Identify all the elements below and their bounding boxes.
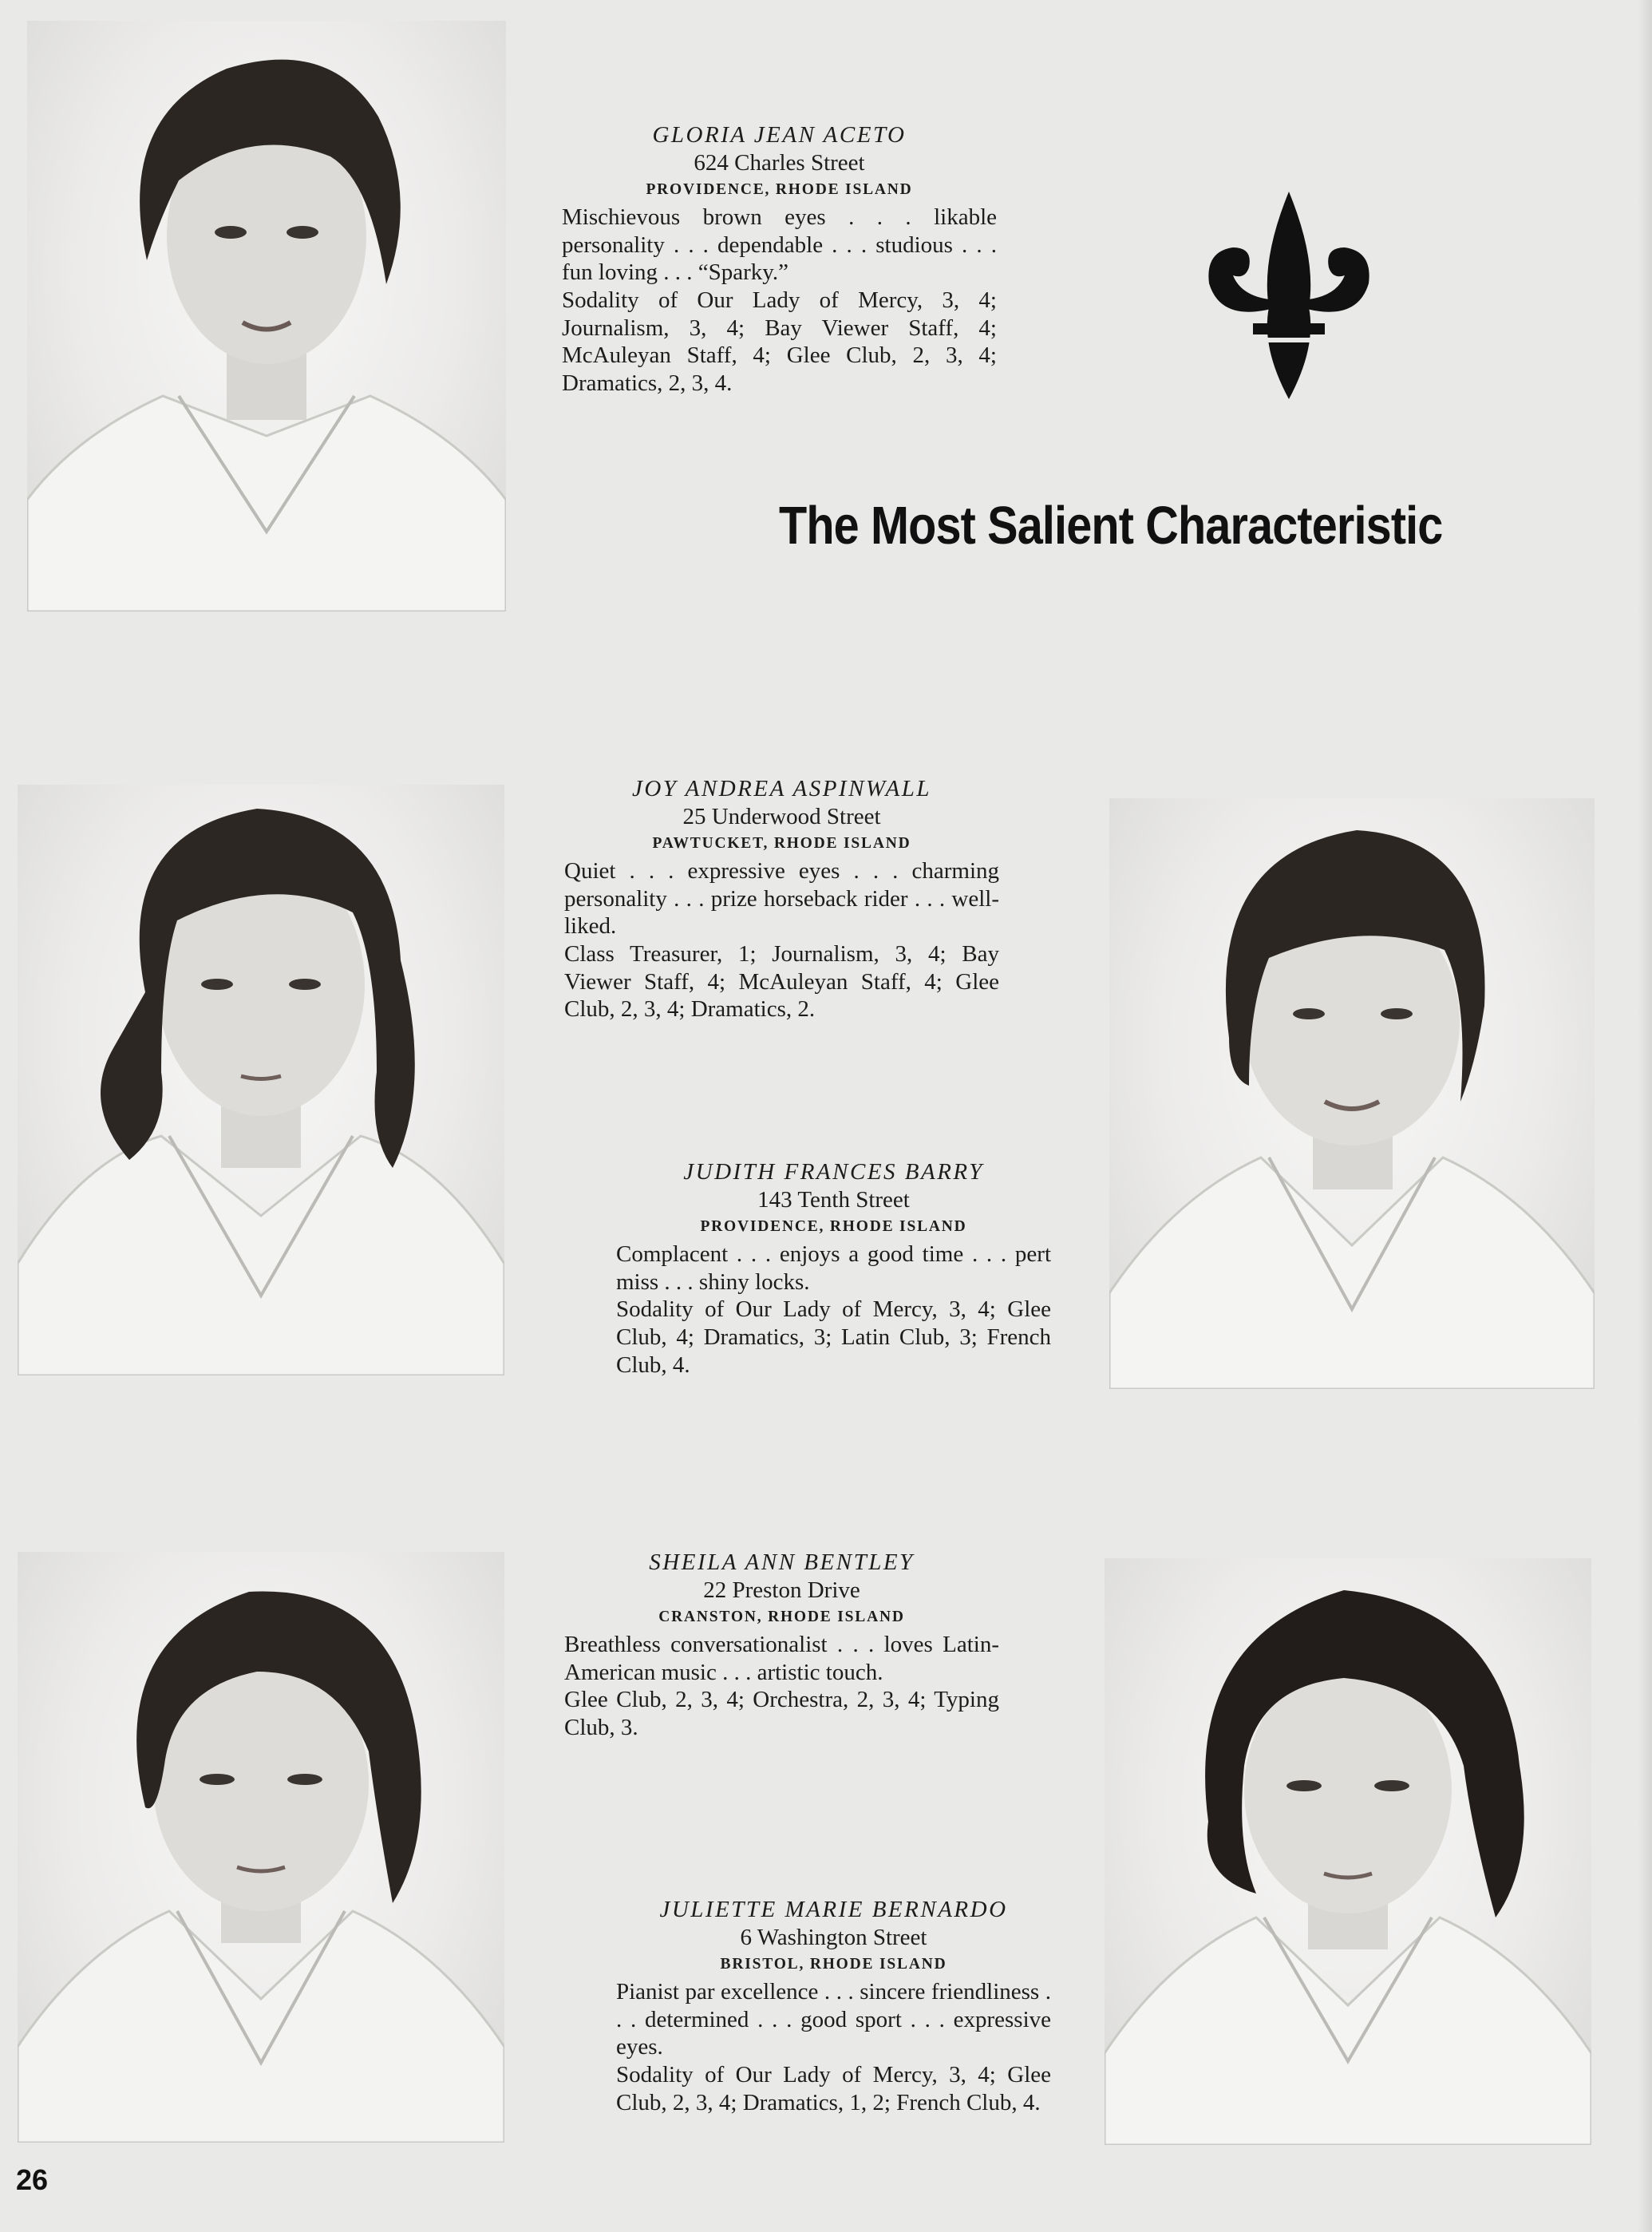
student-description: Complacent . . . enjoys a good time . . . pert miss . . . shiny locks. [616, 1241, 1051, 1295]
student-name: JOY ANDREA ASPINWALL [631, 776, 932, 801]
student-city: CRANSTON, RHODE ISLAND [658, 1609, 905, 1626]
student-activities: Class Treasurer, 1; Journalism, 3, 4; Bay Viewer Staff, 4; McAuleyan Staff, 4; Glee Club, 2, 3, 4; Dramatics, 2. [564, 940, 999, 1023]
portrait-bentley [18, 1552, 504, 2143]
student-city: BRISTOL, RHODE ISLAND [720, 1956, 947, 1973]
student-description: Pianist par excellence . . . sincere friendliness . . . determined . . . good sport . . . expressive eyes. [616, 1979, 1051, 2060]
student-name: JUDITH FRANCES BARRY [683, 1159, 984, 1185]
student-entry-bentley [564, 1549, 999, 1742]
portrait-aceto [27, 21, 506, 611]
student-activities: Sodality of Our Lady of Mercy, 3, 4; Journalism, 3, 4; Bay Viewer Staff, 4; McAuleyan Staff, 4; Glee Club, 2, 3, 4; Dramatics, 2, 3, 4. [562, 287, 997, 396]
student-street: 25 Underwood Street [682, 803, 881, 829]
page-heading: The Most Salient Characteristic [779, 496, 1443, 556]
student-entry-barry [616, 1158, 1051, 1379]
page-number: 26 [16, 2163, 49, 2196]
student-city: PAWTUCKET, RHODE ISLAND [652, 835, 911, 853]
student-street: 624 Charles Street [694, 149, 865, 176]
student-entry-aceto [562, 121, 997, 397]
student-street: 143 Tenth Street [757, 1186, 910, 1213]
page-edge-shadow [1638, 0, 1652, 2232]
student-entry-aspinwall [564, 775, 999, 1023]
student-description: Quiet . . . expressive eyes . . . charming personality . . . prize horseback rider . . . well-liked. [564, 858, 999, 940]
student-activities: Glee Club, 2, 3, 4; Orchestra, 2, 3, 4; Typing Club, 3. [564, 1687, 999, 1740]
fleur-de-lis-icon [1197, 188, 1381, 403]
student-activities: Sodality of Our Lady of Mercy, 3, 4; Glee Club, 4; Dramatics, 3; Latin Club, 3; French Club, 4. [616, 1296, 1051, 1378]
student-description: Mischievous brown eyes . . . likable personality . . . dependable . . . studious . . . fun loving . . . “Sparky.” [562, 204, 997, 286]
portrait-barry [1109, 798, 1595, 1389]
student-city: PROVIDENCE, RHODE ISLAND [646, 181, 913, 199]
student-description: Breathless conversationalist . . . loves Latin-American music . . . artistic touch. [564, 1632, 999, 1685]
student-city: PROVIDENCE, RHODE ISLAND [700, 1218, 967, 1236]
student-activities: Sodality of Our Lady of Mercy, 3, 4; Glee Club, 2, 3, 4; Dramatics, 1, 2; French Club, 4. [616, 2061, 1051, 2115]
student-name: JULIETTE MARIE BERNARDO [659, 1897, 1008, 1922]
student-street: 6 Washington Street [740, 1924, 927, 1950]
student-name: SHEILA ANN BENTLEY [649, 1549, 915, 1575]
portrait-bernardo [1105, 1558, 1591, 2145]
student-name: GLORIA JEAN ACETO [652, 122, 907, 148]
student-street: 22 Preston Drive [703, 1577, 860, 1603]
portrait-aspinwall [18, 785, 504, 1375]
student-entry-bernardo [616, 1896, 1051, 2116]
